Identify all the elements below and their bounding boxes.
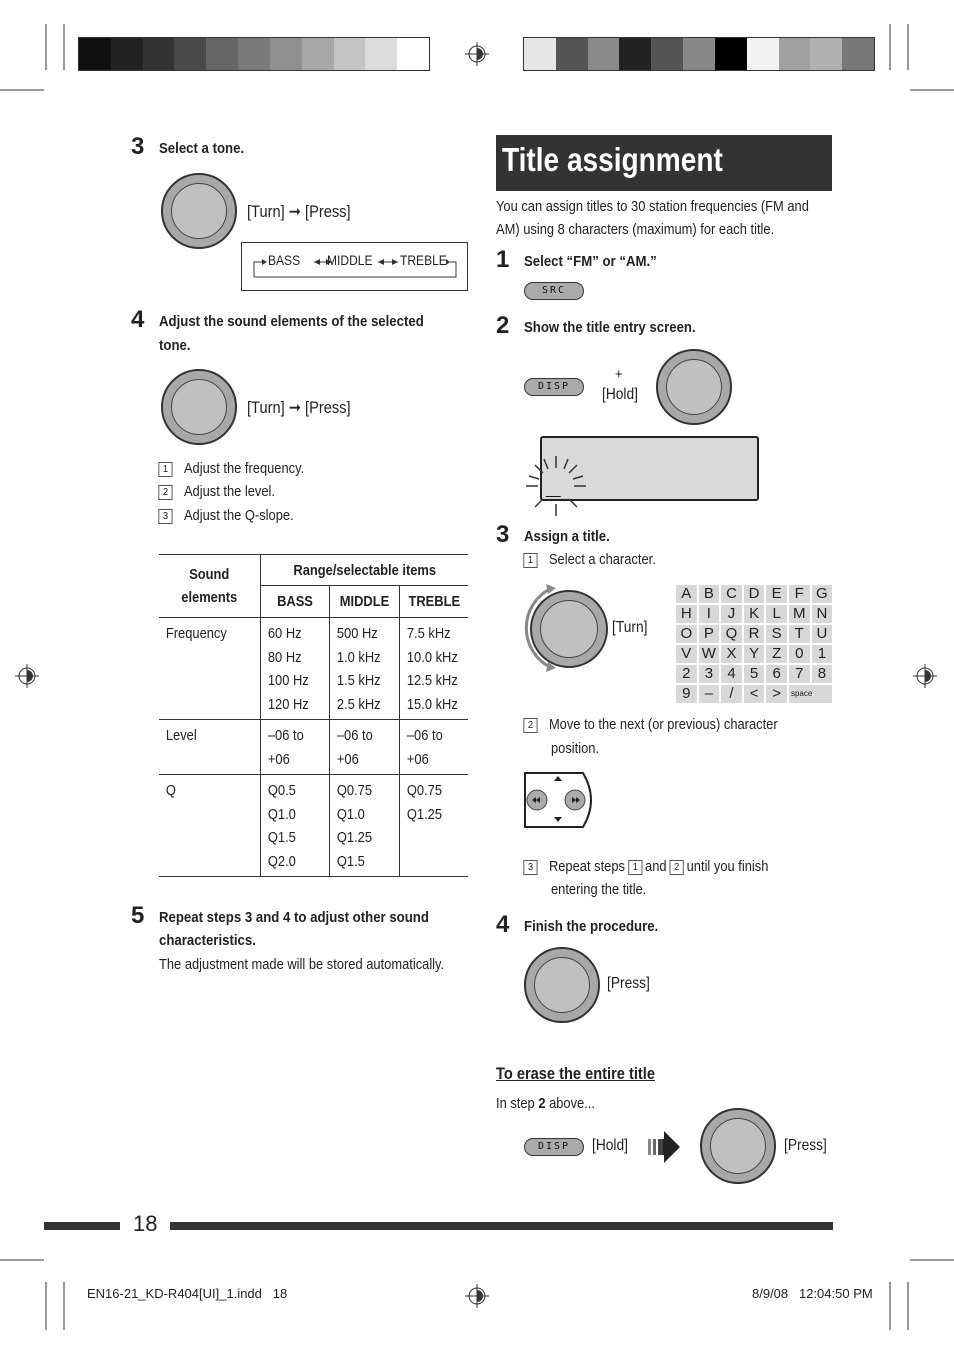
- char-cell: D: [743, 584, 766, 604]
- step-4-title-line2: tone.: [159, 337, 191, 354]
- control-dial-icon: [161, 369, 237, 445]
- substep-frequency: 1 Adjust the frequency.: [159, 460, 304, 477]
- src-button: SRC: [524, 282, 584, 300]
- char-cell: K: [743, 604, 766, 624]
- char-cell: M: [788, 604, 811, 624]
- char-cell: J: [720, 604, 743, 624]
- control-dial-icon: [524, 947, 600, 1023]
- step-5-number: 5: [131, 902, 145, 929]
- char-cell: 5: [743, 664, 766, 684]
- disp-button: DISP: [524, 1138, 584, 1156]
- tone-bass: BASS: [268, 252, 301, 268]
- press-label: [Press]: [607, 975, 650, 992]
- section-heading: Title assignment: [496, 135, 832, 191]
- char-cell: 8: [811, 664, 834, 684]
- char-cell: F: [788, 584, 811, 604]
- char-cell: N: [811, 604, 834, 624]
- char-cell: P: [698, 624, 721, 644]
- substep-q-slope: 3 Adjust the Q-slope.: [159, 507, 294, 524]
- intro-line1: You can assign titles to 30 station frequencies (FM and: [496, 198, 809, 215]
- char-cell: >: [765, 684, 788, 704]
- step-4-number: 4: [131, 306, 145, 333]
- intro-line2: AM) using 8 characters (maximum) for each title.: [496, 221, 775, 238]
- step-4-title-line1: Adjust the sound elements of the selected: [159, 313, 424, 330]
- seek-buttons-icon: [523, 771, 595, 829]
- char-cell: I: [698, 604, 721, 624]
- tone-middle: MIDDLE: [327, 252, 373, 268]
- header-bass: BASS: [276, 593, 313, 610]
- header-treble: TREBLE: [407, 593, 460, 610]
- r-step-3-title: Assign a title.: [524, 528, 610, 545]
- r-step-4-title: Finish the procedure.: [524, 918, 659, 935]
- char-cell: T: [788, 624, 811, 644]
- char-cell: /: [720, 684, 743, 704]
- step-5-note: The adjustment made will be stored automatically.: [159, 956, 445, 973]
- substep-level: 2 Adjust the level.: [159, 483, 275, 500]
- table-row: Q Q0.5 Q1.0 Q1.5 Q2.0 Q0.75 Q1.0 Q1.25 Q1.5 Q0.75 Q1.25: [159, 775, 468, 877]
- char-cell: U: [811, 624, 834, 644]
- control-dial-icon: [530, 590, 608, 668]
- char-cell: G: [811, 584, 834, 604]
- header-range: Range/selectable items: [292, 561, 436, 579]
- r-step-1-title: Select “FM” or “AM.”: [524, 253, 657, 270]
- char-cell: X: [720, 644, 743, 664]
- sound-elements-table: [159, 554, 468, 877]
- char-cell: S: [765, 624, 788, 644]
- plus-sign: +: [615, 366, 623, 383]
- header-middle: MIDDLE: [339, 593, 389, 610]
- char-cell: –: [698, 684, 721, 704]
- erase-title-heading: To erase the entire title: [496, 1064, 655, 1083]
- hold-label: [Hold]: [592, 1137, 628, 1154]
- footer-rule-left: [44, 1222, 120, 1230]
- r-step-2-title: Show the title entry screen.: [524, 319, 696, 336]
- char-cell: B: [698, 584, 721, 604]
- erase-instruction: In step 2 above...: [496, 1095, 595, 1112]
- step-3-title: Select a tone.: [159, 140, 245, 157]
- char-cell: C: [720, 584, 743, 604]
- arrow-right-icon: [648, 1127, 682, 1167]
- r-step-4-number: 4: [496, 911, 510, 938]
- char-cell: A: [675, 584, 698, 604]
- char-cell: 1: [811, 644, 834, 664]
- tone-treble: TREBLE: [400, 252, 447, 268]
- date-info: 8/9/08 12:04:50 PM: [752, 1286, 873, 1301]
- char-cell: Z: [765, 644, 788, 664]
- char-cell: Y: [743, 644, 766, 664]
- char-cell: L: [765, 604, 788, 624]
- substep-repeat-line2: entering the title.: [551, 881, 647, 898]
- char-cell: 3: [698, 664, 721, 684]
- char-cell: O: [675, 624, 698, 644]
- char-cell: 4: [720, 664, 743, 684]
- hold-label: [Hold]: [602, 386, 638, 403]
- character-grid: [675, 584, 833, 704]
- turn-label: [Turn]: [612, 619, 648, 636]
- file-info: EN16-21_KD-R404[UI]_1.indd 18: [87, 1286, 288, 1301]
- substep-select-char: 1 Select a character.: [524, 551, 656, 568]
- footer-rule-right: [170, 1222, 833, 1230]
- char-cell: 0: [788, 644, 811, 664]
- char-cell: R: [743, 624, 766, 644]
- char-cell: 6: [765, 664, 788, 684]
- substep-move-line2: position.: [551, 740, 600, 757]
- turn-press-label: [Turn] ➞ [Press]: [247, 398, 351, 417]
- char-cell: Q: [720, 624, 743, 644]
- char-cell: V: [675, 644, 698, 664]
- char-cell: <: [743, 684, 766, 704]
- char-cell: H: [675, 604, 698, 624]
- header-sound: Sound: [189, 566, 230, 583]
- r-step-1-number: 1: [496, 246, 510, 273]
- control-dial-icon: [161, 173, 237, 249]
- substep-move: 2 Move to the next (or previous) character: [524, 716, 778, 733]
- r-step-2-number: 2: [496, 312, 510, 339]
- table-row: Level –06 to +06 –06 to +06 –06 to +06: [159, 720, 468, 775]
- char-cell: 9: [675, 684, 698, 704]
- tone-cycle-diagram: [241, 242, 468, 291]
- control-dial-icon: [656, 349, 732, 425]
- header-elements: elements: [181, 589, 238, 606]
- char-cell-space: space: [788, 684, 833, 704]
- char-cell: W: [698, 644, 721, 664]
- char-cell: 7: [788, 664, 811, 684]
- char-cell: 2: [675, 664, 698, 684]
- page-number: 18: [133, 1211, 158, 1236]
- press-label: [Press]: [784, 1137, 827, 1154]
- control-dial-icon: [700, 1108, 776, 1184]
- step-3-number: 3: [131, 133, 145, 160]
- turn-press-label: [Turn] ➞ [Press]: [247, 202, 351, 221]
- cursor-underscore: _: [546, 470, 561, 500]
- step-5-title-line1: Repeat steps 3 and 4 to adjust other sound: [159, 909, 429, 926]
- disp-button: DISP: [524, 378, 584, 396]
- substep-repeat: 3 Repeat steps 1 and 2 until you finish: [524, 858, 768, 875]
- r-step-3-number: 3: [496, 521, 510, 548]
- step-5-title-line2: characteristics.: [159, 932, 256, 949]
- char-cell: E: [765, 584, 788, 604]
- table-row: Frequency 60 Hz 80 Hz 100 Hz 120 Hz 500 Hz 1.0 kHz 1.5 kHz 2.5 kHz 7.5 kHz 10.0 kHz 12.5 kHz 15.0 kHz: [159, 618, 468, 720]
